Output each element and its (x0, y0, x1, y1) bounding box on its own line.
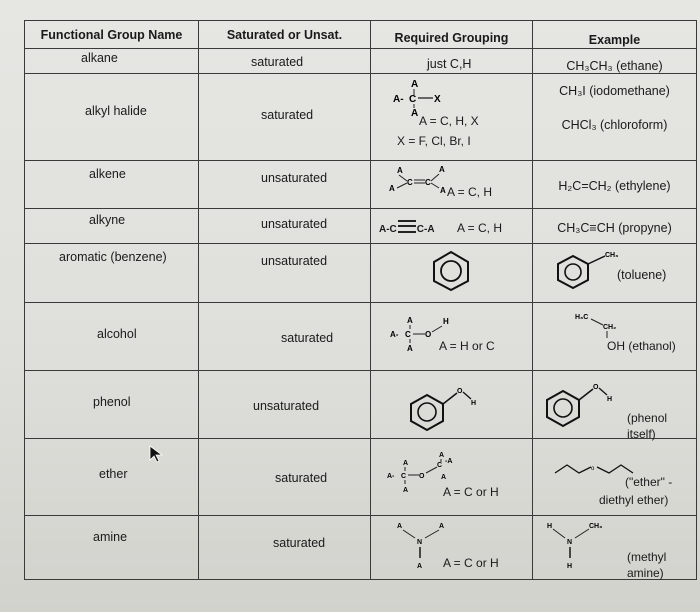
svg-text:A: A (439, 164, 445, 174)
grouping-note: X = F, Cl, Br, I (397, 134, 471, 149)
saturation: unsaturated (261, 254, 328, 269)
example-text: CH₃I (iodomethane) (559, 84, 670, 99)
svg-text:C: C (401, 473, 407, 481)
example-text: itself) (627, 426, 656, 441)
svg-text:A: A (403, 460, 409, 468)
header-row (25, 21, 697, 49)
svg-text:A: A (441, 474, 447, 482)
example-text: (phenol (627, 410, 668, 425)
table-row (25, 48, 697, 74)
group-name: alkyl halide (85, 104, 147, 119)
mouse-cursor-icon (148, 444, 164, 464)
svg-text:A: A (439, 452, 445, 460)
svg-text:A: A (403, 487, 409, 495)
table-row (25, 439, 697, 516)
phenol-example-structure (543, 375, 633, 429)
svg-text:O: O (593, 383, 599, 391)
group-name: aromatic (benzene) (59, 250, 167, 265)
svg-text:A: A (389, 183, 395, 193)
saturation: saturated (261, 108, 314, 123)
table-row (25, 244, 697, 302)
header-example: Example (533, 21, 697, 49)
svg-text:A: A (411, 79, 419, 91)
saturation: saturated (273, 535, 326, 550)
svg-text:A: A (407, 343, 413, 353)
svg-text:H: H (443, 316, 449, 326)
svg-text:CH₂: CH₂ (603, 323, 617, 331)
svg-text:O: O (419, 473, 425, 481)
saturation: saturated (251, 54, 304, 69)
svg-text:A: A (417, 562, 423, 570)
svg-text:C: C (437, 462, 443, 470)
ethanol-structure (573, 311, 633, 341)
saturation: unsaturated (253, 398, 320, 413)
table-row (25, 208, 697, 244)
svg-text:A-: A- (390, 329, 399, 339)
example-text: CHCl₃ (chloroform) (561, 118, 668, 133)
svg-text:N: N (417, 538, 423, 546)
grouping-note: A = C or H (443, 485, 499, 500)
svg-text:A-: A- (393, 94, 404, 106)
header-name: Functional Group Name (25, 21, 199, 49)
svg-text:H: H (607, 395, 613, 403)
grouping-note: A = C, H (457, 220, 503, 235)
group-name: phenol (93, 394, 131, 409)
group-name: alkene (89, 166, 126, 181)
example-text: (methyl (627, 549, 667, 564)
svg-text:H: H (471, 399, 477, 407)
svg-text:A: A (439, 522, 445, 530)
table-row (25, 370, 697, 438)
example-text: ("ether" - (625, 475, 673, 490)
svg-text:C: C (409, 94, 417, 106)
grouping-text: just C,H (427, 56, 472, 71)
saturation: saturated (281, 330, 334, 345)
svg-text:A-: A- (387, 473, 395, 481)
svg-text:O: O (457, 387, 463, 395)
svg-text:-A: -A (445, 458, 453, 466)
benzene-ring (429, 250, 473, 292)
grouping-note: A = H or C (439, 338, 495, 353)
svg-text:H: H (547, 522, 553, 530)
example-text: OH (ethanol) (607, 338, 676, 353)
svg-text:A: A (411, 108, 419, 120)
example-text: CH₃CH₃ (ethane) (566, 58, 663, 73)
header-grouping: Required Grouping (371, 21, 533, 49)
svg-text:A: A (407, 315, 413, 325)
example-text: diethyl ether) (599, 493, 669, 508)
group-name: alkane (81, 50, 118, 65)
svg-text:A: A (397, 165, 403, 175)
header-saturation: Saturated or Unsat. (199, 21, 371, 49)
group-name: alkyne (89, 212, 126, 227)
svg-text:C: C (425, 177, 431, 187)
svg-text:X: X (434, 94, 441, 106)
functional-group-table (24, 20, 697, 580)
svg-text:N: N (567, 538, 573, 546)
grouping-note: A = C or H (443, 555, 499, 570)
svg-text:C: C (407, 177, 413, 187)
grouping-note: A = C, H, X (419, 114, 479, 129)
svg-text:H: H (567, 562, 573, 570)
saturation: saturated (275, 471, 328, 486)
svg-text:A: A (397, 522, 403, 530)
svg-text:o: o (591, 466, 595, 473)
svg-text:CH₃: CH₃ (605, 252, 619, 260)
svg-text:H₃C: H₃C (575, 313, 589, 321)
table-row (25, 160, 697, 208)
example-text: (toluene) (617, 268, 667, 283)
example-text: H₂C=CH₂ (ethylene) (558, 178, 671, 193)
group-name: amine (93, 529, 128, 544)
methylamine-structure (545, 518, 615, 574)
svg-text:C: C (405, 329, 411, 339)
table-row (25, 302, 697, 370)
group-name: alcohol (97, 326, 137, 341)
phenol-structure (407, 379, 497, 433)
example-text: amine) (627, 565, 664, 580)
svg-text:CH₃: CH₃ (589, 522, 603, 530)
grouping-note: A = C, H (447, 184, 493, 199)
table-row (25, 74, 697, 161)
table-row (25, 515, 697, 579)
svg-text:O: O (425, 329, 432, 339)
svg-text:A: A (440, 185, 446, 195)
alkyne-structure: A-C C-A (379, 219, 435, 235)
saturation: unsaturated (261, 170, 328, 185)
saturation: unsaturated (261, 216, 328, 231)
group-name: ether (99, 467, 128, 482)
example-text: CH₃C≡CH (propyne) (557, 220, 672, 235)
